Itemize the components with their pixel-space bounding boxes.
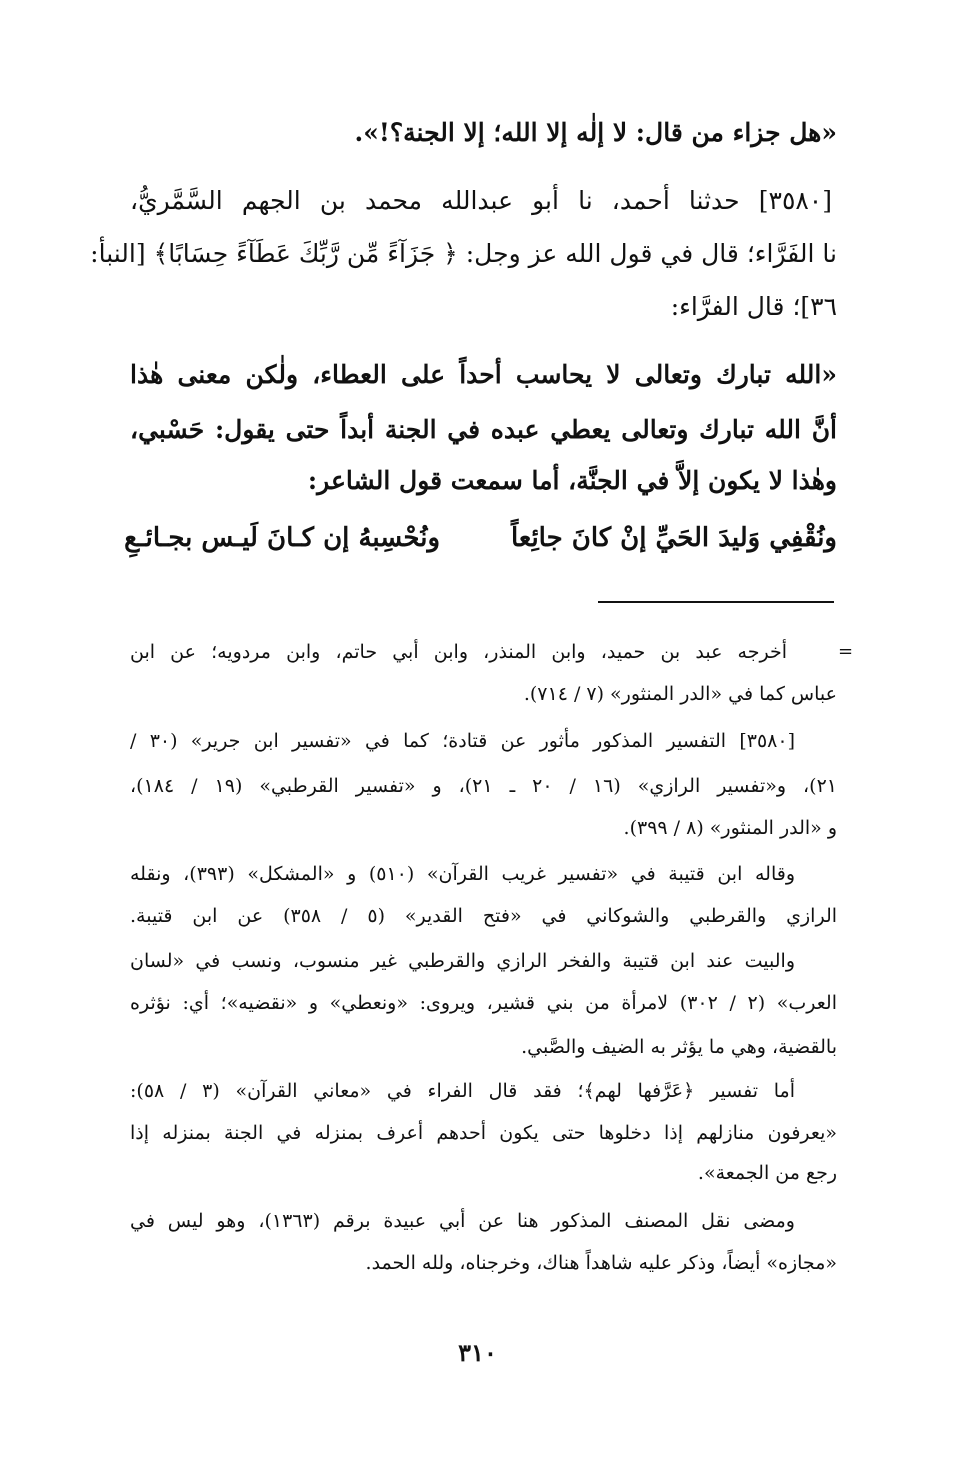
footnote-line: عباس كما في «الدر المنثور» (٧ / ٧١٤). bbox=[523, 683, 837, 705]
footnote-line: رجع من الجمعة». bbox=[697, 1162, 837, 1184]
footnote-line: وقاله ابن قتيبة في «تفسير غريب القرآن» (٥١٠) و «المشكل» (٣٩٣)، ونقله bbox=[130, 863, 795, 885]
footnote-line: والبيت عند ابن قتيبة والفخر الرازي والقرطبي غير منسوب، ونسب في «لسان bbox=[130, 950, 795, 972]
hadith-isnad-line-1: [٣٥٨٠] حدثنا أحمد، نا أبو عبدالله محمد بن الجهم السَّمَّريُّ، bbox=[130, 186, 832, 215]
footnote-line: الرازي والقرطبي والشوكاني في «فتح القدير» (٥ / ٣٥٨) عن ابن قتيبة. bbox=[130, 905, 838, 927]
footnote-line: ٢١)، و«تفسير الرازي» (١٦ / ٢٠ ـ ٢١)، و «تفسير القرطبي» (١٩ / ١٨٤)، bbox=[130, 775, 838, 797]
footnote-line: «مجازه» أيضاً، وذكر عليه شاهداً هناك، وخرجناه، ولله الحمد. bbox=[365, 1252, 837, 1274]
footnote-line: العرب» (٢ / ٣٠٢) لامرأة من بني قشير، ويروى: «ونعطي» و «نقضيه»؛ أي: نؤثره bbox=[130, 992, 837, 1014]
hadith-text-line-1: «هل جزاء من قال: لا إلٰه إلا الله؛ إلا الجنة؟!». bbox=[354, 118, 837, 147]
footnote-line: بالقضية، وهي ما يؤثر به الضيف والصَّبي. bbox=[521, 1036, 837, 1058]
hadith-isnad-line-3: ٣٦]؛ قال الفرَّاء: bbox=[670, 292, 837, 321]
footnote-line: و «الدر المنثور» (٨ / ٣٩٩). bbox=[623, 817, 837, 839]
footnote-line: أما تفسير ﴿عَرَّفها لهم﴾؛ فقد قال الفراء في «معاني القرآن» (٣ / ٥٨): bbox=[130, 1080, 795, 1102]
footnote-separator bbox=[598, 601, 834, 603]
continuation-marker: = bbox=[838, 641, 854, 662]
quote-line-3: وهٰذا لا يكون إلاَّ في الجنَّة، أما سمعت قول الشاعر: bbox=[307, 466, 837, 495]
footnote-line: أخرجه عبد بن حميد، وابن المنذر، وابن أبي حاتم، وابن مردويه؛ عن ابن bbox=[130, 641, 787, 663]
quote-line-2: أنَّ الله تبارك وتعالى يعطي عبده في الجنة أبداً حتى يقول: حَسْبي، bbox=[130, 415, 837, 444]
footnote-line: ومضى نقل المصنف المذكور هنا عن أبي عبيدة برقم (١٣٦٣)، وهو ليس في bbox=[130, 1210, 795, 1232]
footnote-line: «يعرفون منازلهم إذا دخلوها حتى يكون أحدهم أعرف بمنزله في الجنة بمنزله إذا bbox=[130, 1122, 837, 1144]
page-number: ٣١٠ bbox=[458, 1338, 497, 1367]
verse-second-hemistich: ونُحْسِبهُ إن كـانَ لَيـس بجـائـعِ bbox=[124, 523, 440, 553]
verse-first-hemistich: ونُقْفِي وَليدَ الحَيِّ إنْ كانَ جائِعاً bbox=[510, 523, 837, 553]
footnote-line: [٣٥٨٠] التفسير المذكور مأثور عن قتادة؛ كما في «تفسير ابن جرير» (٣٠ / bbox=[130, 730, 795, 752]
hadith-isnad-line-2: نا الفَرَّاء؛ قال في قول الله عز وجل: ﴿ جَزَآءً مِّن رَّبِّكَ عَطَآءً حِسَابًا﴾ [النبأ: bbox=[90, 239, 837, 268]
quote-line-1: «الله تبارك وتعالى لا يحاسب أحداً على العطاء، ولٰكن معنى هٰذا bbox=[130, 360, 837, 389]
